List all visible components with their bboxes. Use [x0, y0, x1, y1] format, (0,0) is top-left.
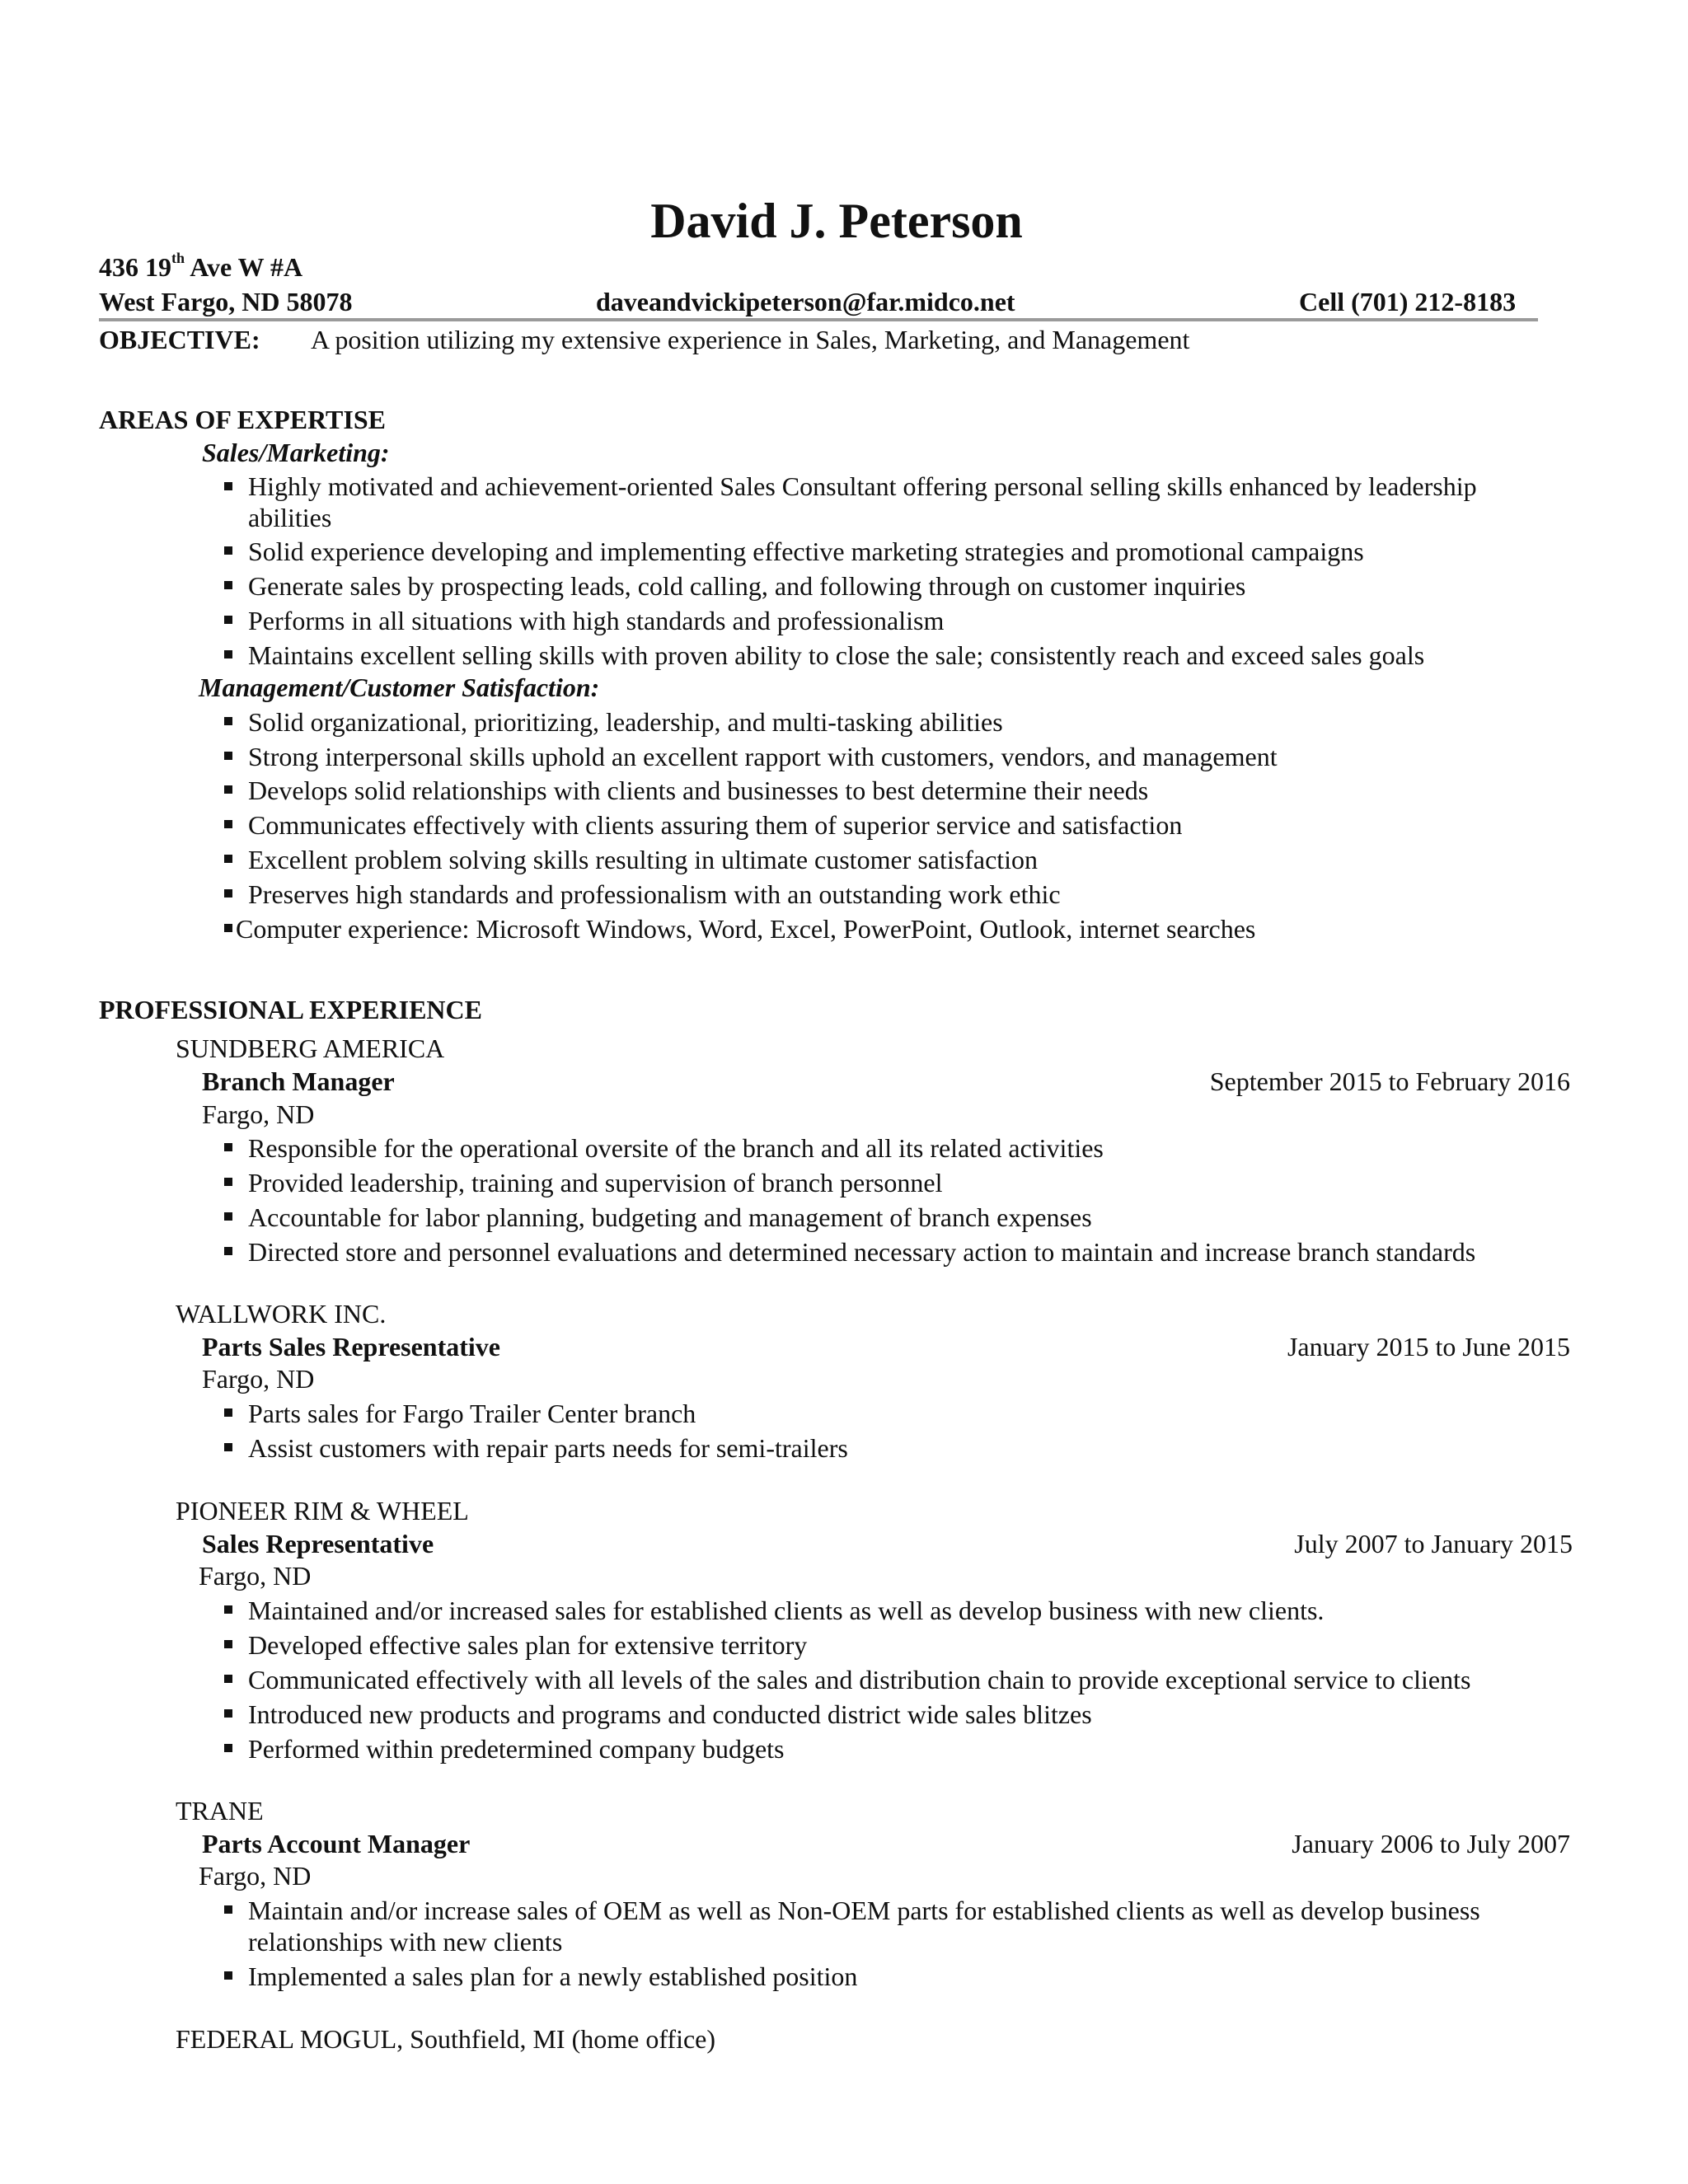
- job-bullet: Provided leadership, training and supervision of branch personnel: [248, 1168, 943, 1197]
- mgmt-bullet-4: Communicates effectively with clients assuring them of superior service and satisfaction: [248, 810, 1183, 840]
- bullet-icon: [224, 1709, 232, 1718]
- job-location: Fargo, ND: [202, 1099, 315, 1129]
- address-city: West Fargo, ND 58078: [99, 287, 353, 316]
- address-street-suffix: th: [171, 250, 185, 267]
- job-title: Parts Account Manager: [202, 1829, 471, 1858]
- job-dates: September 2015 to February 2016: [1209, 1066, 1570, 1096]
- mgmt-bullet-6: Preserves high standards and professionalism with an outstanding work ethic: [248, 879, 1061, 909]
- job-bullet: Introduced new products and programs and conducted district wide sales blitzes: [248, 1699, 1092, 1729]
- bullet-icon: [224, 1640, 232, 1648]
- sales-bullet-1-cont: abilities: [248, 503, 332, 532]
- bullet-icon: [224, 785, 232, 794]
- bullet-icon: [224, 1247, 232, 1255]
- bullet-icon: [224, 752, 232, 760]
- job-dates: July 2007 to January 2015: [1294, 1529, 1573, 1558]
- job-bullet: Assist customers with repair parts needs for semi-trailers: [248, 1433, 848, 1463]
- bullet-icon: [224, 1905, 232, 1914]
- bullet-icon: [224, 616, 232, 624]
- bullet-icon: [224, 889, 232, 898]
- bullet-icon: [224, 1675, 232, 1683]
- job-bullet: Developed effective sales plan for extensive territory: [248, 1630, 808, 1660]
- phone-number: Cell (701) 212-8183: [1299, 287, 1517, 316]
- sales-bullet-4: Performs in all situations with high standards and professionalism: [248, 606, 945, 635]
- job-company: PIONEER RIM & WHEEL: [176, 1496, 469, 1526]
- address-street: [99, 250, 303, 282]
- header-divider: [99, 318, 1538, 321]
- email-address: daveandvickipeterson@far.midco.net: [596, 287, 1015, 316]
- bullet-icon: [224, 1605, 232, 1614]
- job-location: Fargo, ND: [199, 1561, 312, 1591]
- objective-text: A position utilizing my extensive experience in Sales, Marketing, and Management: [311, 325, 1190, 354]
- job-bullet: Accountable for labor planning, budgeting and management of branch expenses: [248, 1202, 1092, 1232]
- job-bullet-cont: relationships with new clients: [248, 1927, 563, 1957]
- job-company: SUNDBERG AMERICA: [176, 1033, 445, 1063]
- job-bullet: Responsible for the operational oversite of the branch and all its related activities: [248, 1133, 1104, 1163]
- mgmt-bullet-5: Excellent problem solving skills resulting in ultimate customer satisfaction: [248, 845, 1039, 874]
- bullet-icon: [224, 546, 232, 555]
- job-company: TRANE: [176, 1796, 264, 1825]
- candidate-name: David J. Peterson: [650, 194, 1023, 248]
- bullet-icon: [224, 855, 232, 863]
- bullet-icon: [224, 1971, 232, 1980]
- bullet-icon: [224, 924, 232, 932]
- bullet-icon: [224, 581, 232, 589]
- sales-bullet-2: Solid experience developing and implementing effective marketing strategies and promotional campaigns: [248, 537, 1364, 566]
- job-location: Fargo, ND: [202, 1364, 315, 1394]
- mgmt-bullet-1: Solid organizational, prioritizing, leadership, and multi-tasking abilities: [248, 707, 1003, 737]
- bullet-icon: [224, 650, 232, 658]
- bullet-icon: [224, 1178, 232, 1186]
- bullet-icon: [224, 1408, 232, 1417]
- bullet-icon: [224, 1744, 232, 1752]
- mgmt-bullet-3: Develops solid relationships with clients and businesses to best determine their needs: [248, 776, 1149, 805]
- address-street-number: 436 19: [99, 252, 171, 282]
- job-title: Branch Manager: [202, 1066, 395, 1096]
- job-company: FEDERAL MOGUL, Southfield, MI (home office): [176, 2024, 716, 2054]
- address-street-rest: Ave W #A: [185, 252, 303, 282]
- job-company: WALLWORK INC.: [176, 1299, 387, 1329]
- bullet-icon: [224, 482, 232, 490]
- sales-bullet-5: Maintains excellent selling skills with proven ability to close the sale; consistently reach and exceed sales goals: [248, 640, 1425, 670]
- job-dates: January 2015 to June 2015: [1287, 1332, 1570, 1361]
- job-bullet: Maintain and/or increase sales of OEM as well as Non-OEM parts for established clients as well as develop business: [248, 1896, 1480, 1925]
- job-bullet: Maintained and/or increased sales for established clients as well as develop business with new clients.: [248, 1596, 1325, 1625]
- sales-marketing-heading: Sales/Marketing:: [202, 438, 390, 467]
- job-title: Parts Sales Representative: [202, 1332, 500, 1361]
- bullet-icon: [224, 1212, 232, 1221]
- job-bullet: Communicated effectively with all levels of the sales and distribution chain to provide exceptional service to clients: [248, 1665, 1471, 1694]
- job-bullet: Implemented a sales plan for a newly established position: [248, 1961, 858, 1991]
- bullet-icon: [224, 717, 232, 725]
- job-bullet: Performed within predetermined company budgets: [248, 1734, 785, 1764]
- job-bullet: Directed store and personnel evaluations and determined necessary action to maintain and increase branch standards: [248, 1237, 1476, 1267]
- bullet-icon: [224, 1143, 232, 1151]
- experience-heading: PROFESSIONAL EXPERIENCE: [99, 995, 482, 1024]
- bullet-icon: [224, 1443, 232, 1451]
- job-bullet: Parts sales for Fargo Trailer Center branch: [248, 1399, 696, 1428]
- mgmt-bullet-7: Computer experience: Microsoft Windows, Word, Excel, PowerPoint, Outlook, internet searches: [236, 914, 1256, 944]
- management-heading: Management/Customer Satisfaction:: [199, 673, 600, 702]
- mgmt-bullet-2: Strong interpersonal skills uphold an excellent rapport with customers, vendors, and management: [248, 742, 1278, 771]
- job-location: Fargo, ND: [199, 1861, 312, 1891]
- sales-bullet-1: Highly motivated and achievement-oriented Sales Consultant offering personal selling skills enhanced by leadership: [248, 471, 1477, 501]
- job-title: Sales Representative: [202, 1529, 434, 1558]
- sales-bullet-3: Generate sales by prospecting leads, cold calling, and following through on customer inquiries: [248, 571, 1246, 601]
- bullet-icon: [224, 820, 232, 828]
- job-dates: January 2006 to July 2007: [1292, 1829, 1570, 1858]
- objective-label: OBJECTIVE:: [99, 325, 260, 354]
- expertise-heading: AREAS OF EXPERTISE: [99, 405, 386, 434]
